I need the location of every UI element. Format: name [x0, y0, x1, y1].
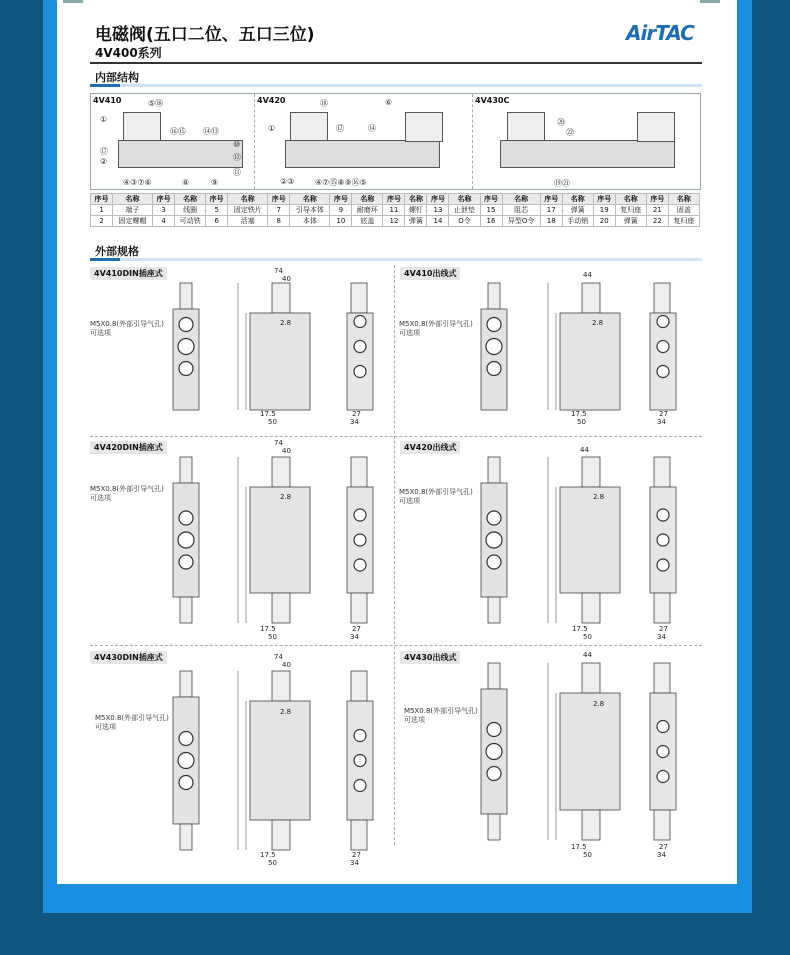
port-hole — [179, 362, 193, 376]
coil-side — [582, 593, 600, 623]
coil-side — [272, 593, 290, 623]
dimension-label: 44 — [583, 271, 592, 279]
table-cell: 异型O令 — [502, 216, 540, 227]
table-header: 名称 — [228, 194, 268, 205]
port-hole — [354, 509, 366, 521]
port-hole — [487, 511, 501, 525]
coil-narrow — [654, 457, 670, 487]
port-hole — [179, 732, 193, 746]
table-header: 名称 — [175, 194, 206, 205]
solenoid-head — [488, 597, 500, 623]
valve-side-view — [560, 487, 620, 593]
port-hole — [178, 339, 194, 355]
dimension-label: 34 — [657, 633, 666, 641]
dimension-label: 27 — [352, 410, 361, 418]
table-cell: 可动铁 — [175, 216, 206, 227]
table-cell: 16 — [480, 216, 502, 227]
port-hole — [179, 511, 193, 525]
panel-title: 4V410出线式 — [400, 267, 460, 280]
port-hole — [354, 534, 366, 546]
table-cell: 底盖 — [352, 216, 383, 227]
port-note: M5X0.8(外部引导气孔) 可选项 — [90, 485, 164, 502]
coil-narrow — [351, 457, 367, 487]
part-tag: ① — [100, 115, 108, 124]
port-note: M5X0.8(外部引导气孔) 可选项 — [404, 707, 478, 724]
dimension-label: 17.5 — [260, 410, 276, 418]
table-cell: 手动销 — [562, 216, 593, 227]
model-label: 4V410 — [93, 96, 122, 105]
table-cell: 本体 — [290, 216, 330, 227]
coil-narrow — [351, 283, 367, 313]
dimension-label: 34 — [350, 418, 359, 426]
part-tag: ⑥ — [385, 98, 393, 107]
port-hole — [486, 532, 502, 548]
coil-side — [272, 671, 290, 701]
port-hole — [354, 316, 366, 328]
valve-side-view — [250, 313, 310, 410]
port-hole — [657, 559, 669, 571]
table-header: 序号 — [480, 194, 502, 205]
table-cell: 13 — [427, 205, 449, 216]
coil-narrow — [654, 810, 670, 840]
table-header: 序号 — [540, 194, 562, 205]
dimension-label: 74 — [274, 653, 283, 661]
port-note: M5X0.8(外部引导气孔) 可选项 — [399, 488, 473, 505]
table-header: 序号 — [153, 194, 175, 205]
port-hole — [657, 771, 669, 783]
dimension-label: 2.8 — [280, 708, 292, 716]
part-tag: ② — [100, 157, 108, 166]
port-hole — [657, 746, 669, 758]
dimension-label: 2.8 — [280, 493, 292, 501]
dimension-label: 50 — [268, 418, 277, 426]
valve-side-view — [560, 693, 620, 810]
table-cell: 止泄垫 — [449, 205, 480, 216]
dimension-label: 40 — [282, 447, 291, 455]
coil-side — [582, 810, 600, 840]
dimension-label: 2.8 — [593, 493, 605, 501]
part-tag: ⑨ — [211, 178, 219, 187]
dimension-label: 27 — [352, 625, 361, 633]
table-header: 序号 — [383, 194, 405, 205]
table-cell: 弹簧 — [405, 216, 427, 227]
table-cell: 15 — [480, 205, 502, 216]
dimension-label: 40 — [282, 661, 291, 669]
port-hole — [178, 532, 194, 548]
dimension-label: 74 — [274, 267, 283, 275]
dimension-label: 34 — [350, 633, 359, 641]
valve-side-view — [250, 487, 310, 593]
table-cell: 21 — [646, 205, 668, 216]
part-tag: ⑫ — [233, 153, 241, 162]
port-hole — [354, 730, 366, 742]
table-cell: 3 — [153, 205, 175, 216]
table-cell: 弹簧 — [562, 205, 593, 216]
dimension-label: 17.5 — [260, 625, 276, 633]
solenoid-head — [488, 283, 500, 309]
port-note: M5X0.8(外部引导气孔) 可选项 — [95, 714, 169, 731]
table-cell: 10 — [330, 216, 352, 227]
port-hole — [657, 721, 669, 733]
dimension-label: 44 — [580, 446, 589, 454]
table-cell: 2 — [91, 216, 113, 227]
part-tag: ⑯⑮ — [170, 127, 186, 136]
table-cell: 复归座 — [615, 205, 646, 216]
panel-title: 4V430DIN插座式 — [90, 651, 167, 664]
part-tag: ⑭⑬ — [203, 127, 219, 136]
dimension-label: 27 — [659, 625, 668, 633]
coil-narrow — [351, 593, 367, 623]
dimension-label: 27 — [659, 843, 668, 851]
port-note: M5X0.8(外部引导气孔) 可选项 — [90, 320, 164, 337]
part-tag: ㉒ — [566, 128, 574, 137]
table-cell: 19 — [593, 205, 615, 216]
table-cell: 12 — [383, 216, 405, 227]
table-cell: 9 — [330, 205, 352, 216]
port-hole — [178, 753, 194, 769]
table-header: 序号 — [427, 194, 449, 205]
dimension-label: 27 — [352, 851, 361, 859]
dimension-label: 2.8 — [592, 319, 604, 327]
table-cell: 活塞 — [228, 216, 268, 227]
solenoid-head — [488, 457, 500, 483]
table-header: 序号 — [593, 194, 615, 205]
coil-narrow — [654, 663, 670, 693]
section-internal-title: 内部结构 — [95, 71, 139, 84]
solenoid-head — [180, 283, 192, 309]
dimension-label: 44 — [583, 651, 592, 659]
table-cell: 20 — [593, 216, 615, 227]
port-hole — [657, 534, 669, 546]
model-label: 4V430C — [475, 96, 510, 105]
table-header: 序号 — [330, 194, 352, 205]
table-cell: 14 — [427, 216, 449, 227]
port-hole — [354, 755, 366, 767]
dimension-label: 50 — [583, 633, 592, 641]
part-tag: ⑰ — [100, 147, 108, 156]
dimension-label: 50 — [577, 418, 586, 426]
port-hole — [179, 318, 193, 332]
part-tag: ⑰ — [336, 124, 344, 133]
section-external-title: 外部规格 — [95, 245, 139, 258]
valve-side-view — [560, 313, 620, 410]
part-tag: ⑤⑱ — [148, 99, 164, 108]
table-cell: 4 — [153, 216, 175, 227]
table-header: 名称 — [113, 194, 153, 205]
dimension-label: 34 — [657, 418, 666, 426]
table-cell: O令 — [449, 216, 480, 227]
table-cell: 耐磨环 — [352, 205, 383, 216]
part-tag: ⑭ — [368, 124, 376, 133]
dimension-label: 17.5 — [260, 851, 276, 859]
table-cell: 端子 — [113, 205, 153, 216]
port-hole — [487, 362, 501, 376]
table-header: 序号 — [91, 194, 113, 205]
part-tag: ⑧ — [182, 178, 190, 187]
solenoid-head — [180, 824, 192, 850]
table-cell: 8 — [268, 216, 290, 227]
table-header: 名称 — [352, 194, 383, 205]
solenoid-head — [488, 814, 500, 840]
dimension-label: 50 — [268, 633, 277, 641]
port-hole — [487, 318, 501, 332]
solenoid-head — [180, 671, 192, 697]
port-hole — [487, 767, 501, 781]
table-header: 名称 — [405, 194, 427, 205]
dimension-label: 40 — [282, 275, 291, 283]
port-hole — [487, 723, 501, 737]
dimension-label: 50 — [583, 851, 592, 859]
port-hole — [487, 555, 501, 569]
coil-narrow — [351, 820, 367, 850]
table-header: 名称 — [615, 194, 646, 205]
panel-title: 4V410DIN插座式 — [90, 267, 167, 280]
part-tag: ④⑦⑮⑧⑨⑯⑤ — [315, 178, 367, 187]
coil-side — [272, 283, 290, 313]
table-header: 名称 — [449, 194, 480, 205]
dimension-label: 17.5 — [572, 625, 588, 633]
port-hole — [179, 776, 193, 790]
port-hole — [657, 316, 669, 328]
table-header: 名称 — [290, 194, 330, 205]
port-hole — [354, 780, 366, 792]
table-cell: 22 — [646, 216, 668, 227]
dimension-label: 2.8 — [593, 700, 605, 708]
table-cell: 复归座 — [668, 216, 699, 227]
coil-side — [272, 457, 290, 487]
panel-title: 4V430出线式 — [400, 651, 460, 664]
dimension-label: 17.5 — [571, 843, 587, 851]
coil-side — [582, 457, 600, 487]
table-cell: 1 — [91, 205, 113, 216]
dimension-label: 34 — [657, 851, 666, 859]
coil-narrow — [654, 283, 670, 313]
panel-title: 4V420出线式 — [400, 441, 460, 454]
table-cell: 11 — [383, 205, 405, 216]
table-header: 序号 — [268, 194, 290, 205]
part-tag: ⑱ — [320, 99, 328, 108]
table-cell: 线圈 — [175, 205, 206, 216]
solenoid-head — [180, 457, 192, 483]
table-cell: 螺钉 — [405, 205, 427, 216]
table-header: 名称 — [562, 194, 593, 205]
coil-narrow — [654, 593, 670, 623]
part-tag: ④③⑦⑥ — [123, 178, 152, 187]
table-cell: 引导本体 — [290, 205, 330, 216]
table-header: 序号 — [206, 194, 228, 205]
part-tag: ②③ — [280, 177, 295, 186]
table-cell: 17 — [540, 205, 562, 216]
port-hole — [657, 341, 669, 353]
coil-side — [582, 283, 600, 313]
table-cell: 固定螺帽 — [113, 216, 153, 227]
solenoid-head — [488, 663, 500, 689]
part-tag: ⑩ — [233, 140, 241, 149]
table-cell: 阻芯 — [502, 205, 540, 216]
table-header: 名称 — [668, 194, 699, 205]
table-cell: 弹簧 — [615, 216, 646, 227]
dimension-label: 17.5 — [571, 410, 587, 418]
table-header: 名称 — [502, 194, 540, 205]
port-hole — [354, 366, 366, 378]
table-cell: 7 — [268, 205, 290, 216]
part-tag: ⑪ — [233, 168, 241, 177]
dimension-label: 2.8 — [280, 319, 292, 327]
port-hole — [486, 339, 502, 355]
dimension-label: 50 — [268, 859, 277, 867]
table-cell: 6 — [206, 216, 228, 227]
airtac-logo: AirTAC — [626, 21, 694, 45]
valve-side-view — [250, 701, 310, 820]
panel-title: 4V420DIN插座式 — [90, 441, 167, 454]
port-hole — [354, 341, 366, 353]
table-cell: 固盖 — [668, 205, 699, 216]
table-cell: 5 — [206, 205, 228, 216]
dimension-label: 74 — [274, 439, 283, 447]
part-tag: ⑳ — [557, 118, 565, 127]
part-tag: ⑲㉑ — [554, 179, 570, 188]
table-cell: 固定铁片 — [228, 205, 268, 216]
page-title: 电磁阀(五口二位、五口三位) — [95, 25, 315, 45]
port-note: M5X0.8(外部引导气孔) 可选项 — [399, 320, 473, 337]
port-hole — [179, 555, 193, 569]
coil-narrow — [351, 671, 367, 701]
dimension-label: 34 — [350, 859, 359, 867]
model-label: 4V420 — [257, 96, 286, 105]
table-header: 序号 — [646, 194, 668, 205]
port-hole — [486, 744, 502, 760]
table-cell: 18 — [540, 216, 562, 227]
dimension-label: 27 — [659, 410, 668, 418]
port-hole — [657, 509, 669, 521]
coil-side — [272, 820, 290, 850]
series-subtitle: 4V400系列 — [95, 46, 162, 60]
port-hole — [657, 366, 669, 378]
port-hole — [354, 559, 366, 571]
solenoid-head — [180, 597, 192, 623]
coil-side — [582, 663, 600, 693]
part-tag: ① — [268, 124, 276, 133]
